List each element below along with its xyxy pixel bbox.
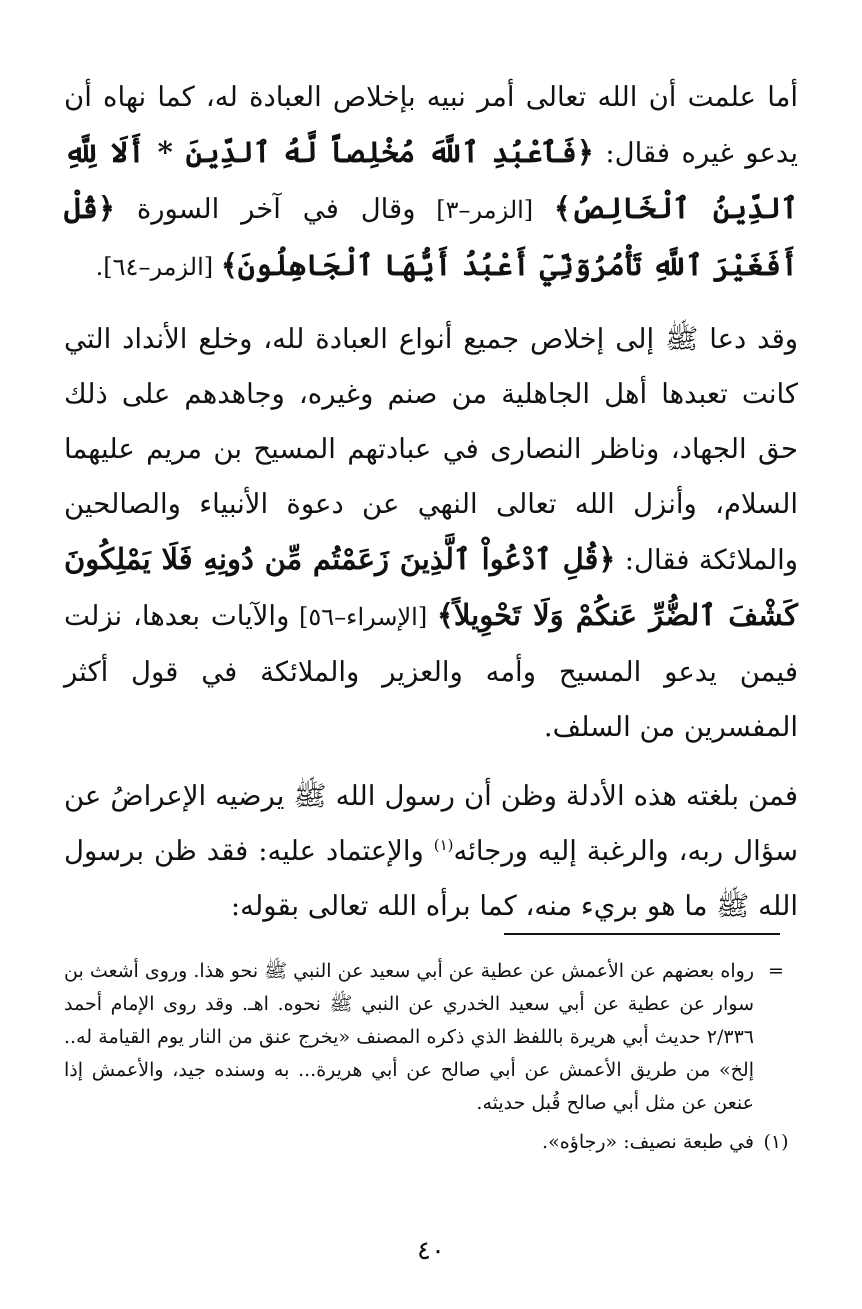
footnote-continuation-marker: = xyxy=(768,960,784,982)
footnote-continued xyxy=(64,955,798,1120)
paragraph-3-text-a: فمن بلغته هذه الأدلة وظن أن رسول الله ﷺ يرضيه الإعراضُ عن سؤال ربه، والرغبة إليه ورجائه xyxy=(64,779,798,867)
footnote-1 xyxy=(64,1126,798,1159)
page-number: ٤٠ xyxy=(417,1236,445,1266)
quran-verse-zumar-3: ﴿فَٱعْبُدِ ٱللَّهَ مُخْلِصاً لَّهُ ٱلدِّينَ * أَلَا لِلَّهِ ٱلدِّينُ ٱلْخَالِصُ﴾ xyxy=(64,134,799,225)
paragraph-2-text-b: والآيات بعدها، نزلت فيمن يدعو المسيح وأمه والعزير والملائكة في قول أكثر المفسرين من السلف. xyxy=(64,599,798,743)
footnotes xyxy=(64,955,798,1159)
quran-verse-isra-56: ﴿قُلِ ٱدْعُواْ ٱلَّذِينَ زَعَمْتُم مِّن دُونِهِ فَلَا يَمْلِكُونَ كَشْفَ ٱلضُّرِّ عَنكُمْ وَلَا تَحْوِيلاً﴾ xyxy=(64,541,798,632)
paragraph-1-text-b: وقال في آخر السورة xyxy=(114,192,416,225)
footnote-1-marker: (١) xyxy=(763,1131,789,1153)
citation-zumar-3: [الزمر–٣] xyxy=(415,195,554,224)
paragraph-3-text-b: والإعتماد عليه: فقد ظن برسول الله ﷺ ما هو بريء منه، كما برأه الله تعالى بقوله: xyxy=(64,834,798,922)
footnote-1-text: في طبعة نصيف: «رجاؤه». xyxy=(542,1131,754,1153)
paragraph-2 xyxy=(64,312,798,755)
citation-zumar-64: [الزمر–٦٤]. xyxy=(95,252,221,281)
paragraph-3 xyxy=(64,769,798,934)
quran-verse-zumar-64: ﴿قُلْ أَفَغَيْرَ ٱللَّهِ تَأْمُرُوٓنِّيٓ أَعْبُدُ أَيُّهَا ٱلْجَاهِلُونَ﴾ xyxy=(64,190,798,282)
footnote-reference-1[interactable]: (١) xyxy=(433,835,454,854)
footnote-divider xyxy=(504,933,780,935)
footnote-continued-text: رواه بعضهم عن الأعمش عن عطية عن أبي سعيد عن النبي ﷺ نحو هذا. وروى أشعث بن سوار عن عطية عن أبي سعيد الخدري عن النبي ﷺ نحوه. اهـ. وقد روى الإمام أحمد ٢/٣٣٦ حديث أبي هريرة باللفظ الذي ذكره المصنف «يخرج عنق من النار يوم القيامة له.. إلخ» من طريق الأعمش عن أبي صالح عن أبي هريرة... به وسنده جيد، والأعمش إذا عنعن عن مثل أبي صالح قُبل حديثه. xyxy=(64,960,754,1114)
citation-isra-56: [الإسراء–٥٦] xyxy=(289,602,437,631)
paragraph-2-text-a: وقد دعا ﷺ إلى إخلاص جميع أنواع العبادة لله، وخلع الأنداد التي كانت تعبدها أهل الجاهلية من صنم وغيره، وجاهدهم على ذلك حق الجهاد، وناظر النصارى في عبادتهم المسيح بن مريم عليهما السلام، وأنزل الله تعالى النهي عن دعوة الأنبياء والصالحين والملائكة فقال: xyxy=(64,322,799,576)
paragraph-1 xyxy=(64,70,798,295)
paragraph-1-text-a: أما علمت أن الله تعالى أمر نبيه بإخلاص العبادة له، كما نهاه أن يدعو غيره فقال: xyxy=(64,80,798,169)
